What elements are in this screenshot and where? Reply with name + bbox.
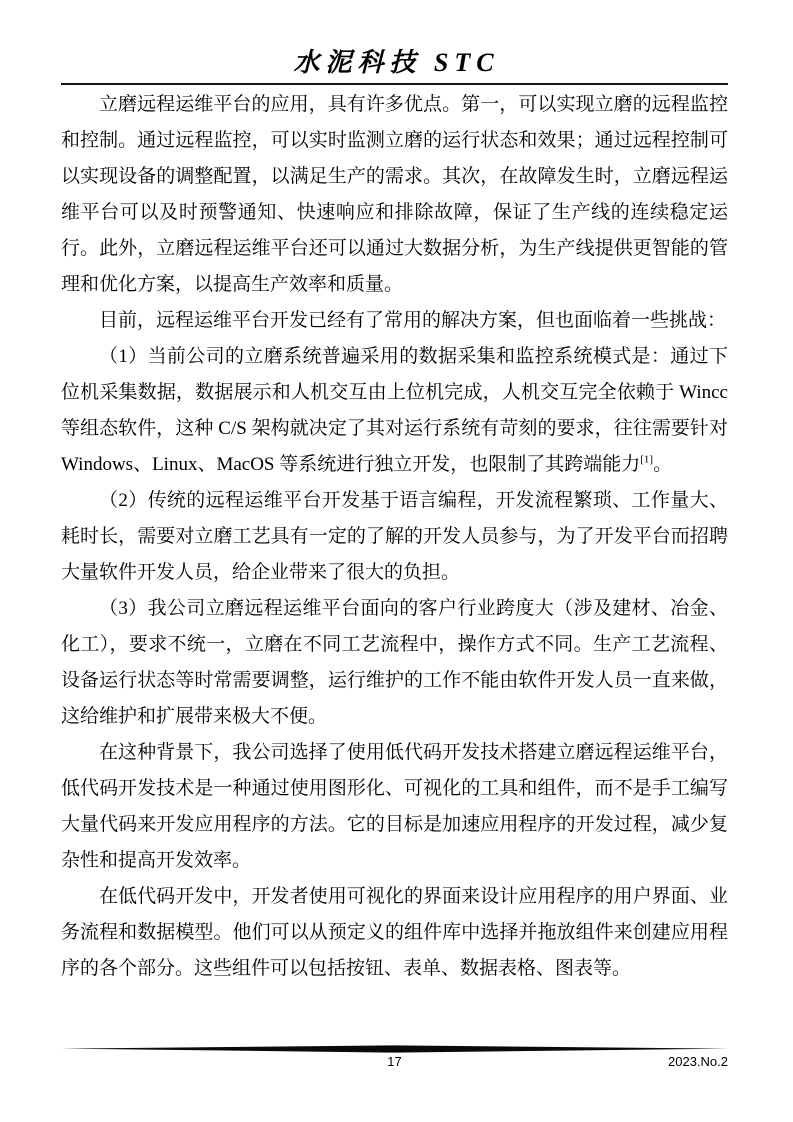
issue-label: 2023.No.2 <box>668 1054 728 1069</box>
article-body <box>61 87 728 987</box>
paragraph-text: 在这种背景下，我公司选择了使用低代码开发技术搭建立磨远程运维平台，低代码开发技术是一种通过使用图形化、可视化的工具和组件，而不是手工编写大量代码来开发应用程序的方法。它的目标是加速应用程序的开发过程，减少复杂性和提高开发效率。 <box>61 742 728 871</box>
paragraph <box>61 483 728 591</box>
paragraph-text: （2）传统的远程运维平台开发基于语言编程，开发流程繁琐、工作量大、耗时长，需要对立磨工艺具有一定的了解的开发人员参与，为了开发平台而招聘大量软件开发人员，给企业带来了很大的负担。 <box>61 490 728 583</box>
paragraph <box>61 339 728 483</box>
paragraph-text: 。 <box>653 454 673 475</box>
paragraph <box>61 879 728 987</box>
citation-superscript: [1] <box>640 453 654 466</box>
paragraph <box>61 87 728 303</box>
paragraph-text: 目前，远程运维平台开发已经有了常用的解决方案，但也面临着一些挑战： <box>99 310 727 331</box>
header-rule <box>61 83 728 85</box>
page-number: 17 <box>387 1054 402 1069</box>
paragraph-text: （3）我公司立磨远程运维平台面向的客户行业跨度大（涉及建材、冶金、化工），要求不统一，立磨在不同工艺流程中，操作方式不同。生产工艺流程、设备运行状态等时常需要调整，运行维护的工作不能由软件开发人员一直来做，这给维护和扩展带来极大不便。 <box>61 598 728 727</box>
paragraph-text: 立磨远程运维平台的应用，具有许多优点。第一，可以实现立磨的远程监控和控制。通过远程监控，可以实时监测立磨的运行状态和效果；通过远程控制可以实现设备的调整配置，以满足生产的需求。其次，在故障发生时，立磨远程运维平台可以及时预警通知、快速响应和排除故障，保证了生产线的连续稳定运行。此外，立磨远程运维平台还可以通过大数据分析，为生产线提供更智能的管理和优化方案，以提高生产效率和质量。 <box>61 94 728 295</box>
footer-rule <box>61 1045 728 1053</box>
paragraph <box>61 591 728 735</box>
paragraph <box>61 303 728 339</box>
paragraph-text: 在低代码开发中，开发者使用可视化的界面来设计应用程序的用户界面、业务流程和数据模型。他们可以从预定义的组件库中选择并拖放组件来创建应用程序的各个部分。这些组件可以包括按钮、表单、数据表格、图表等。 <box>61 886 728 979</box>
paragraph-text: （1）当前公司的立磨系统普遍采用的数据采集和监控系统模式是：通过下位机采集数据，数据展示和人机交互由上位机完成，人机交互完全依赖于 Wincc 等组态软件，这种 C/S 架构就决定了其对运行系统有苛刻的要求，往往需要针对 Windows、Linux、MacOS 等系统进行独立开发，也限制了其跨端能力 <box>61 346 728 475</box>
journal-title: 水泥科技 STC <box>293 48 500 77</box>
paragraph <box>61 735 728 879</box>
